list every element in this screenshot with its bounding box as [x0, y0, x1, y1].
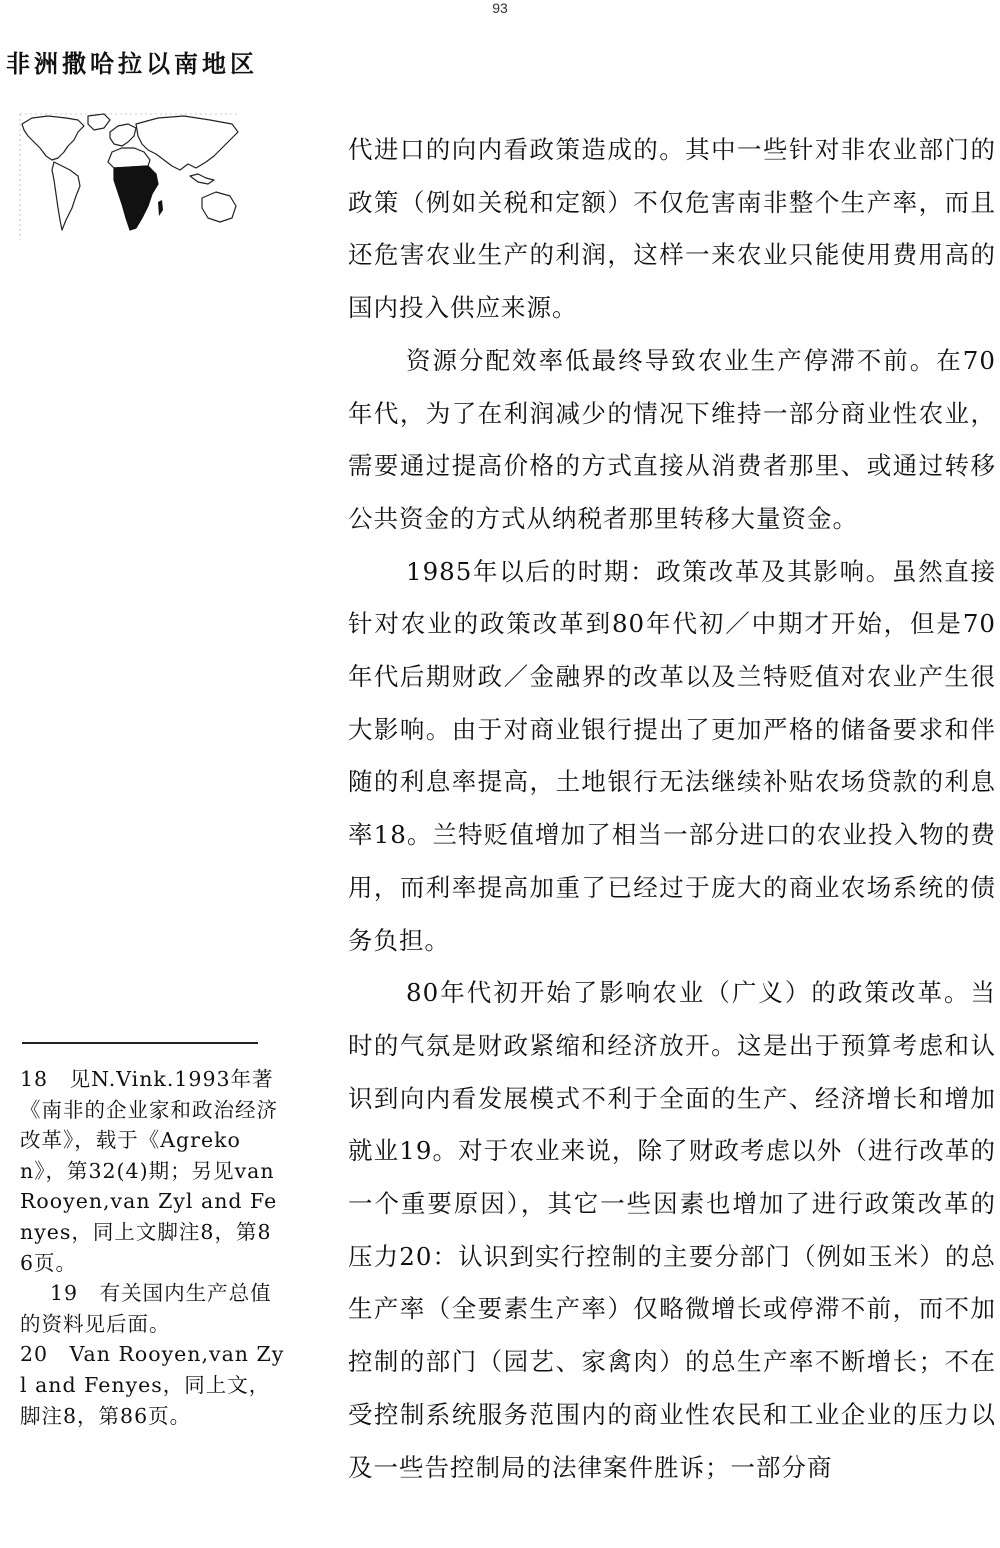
main-body-text: [348, 124, 996, 1494]
north-africa-shape: [108, 148, 150, 168]
footnote-20: 20 Van Rooyen,van Zyl and Fenyes，同上文，脚注8，第86页。: [20, 1342, 285, 1428]
sub-saharan-africa-shape: [114, 166, 158, 230]
page-number: 93: [492, 0, 508, 16]
footnote-divider: [22, 1042, 258, 1044]
world-map-icon: [18, 112, 240, 244]
body-paragraph: 资源分配效率低最终导致农业生产停滞不前。在70年代，为了在利润减少的情况下维持一部分商业性农业，需要通过提高价格的方式直接从消费者那里、或通过转移公共资金的方式从纳税者那里转移大量资金。: [348, 345, 996, 533]
australia-shape: [202, 192, 236, 222]
body-paragraph: 80年代初开始了影响农业（广义）的政策改革。当时的气氛是财政紧缩和经济放开。这是出于预算考虑和认识到向内看发展模式不利于全面的生产、经济增长和增加就业19。对于农业来说，除了财政考虑以外（进行改革的一个重要原因），其它一些因素也增加了进行政策改革的压力20：认识到实行控制的主要分部门（例如玉米）的总生产率（全要素生产率）仅略微增长或停滞不前，而不加控制的部门（园艺、家禽肉）的总生产率不断增长；不在受控制系统服务范围内的商业性农民和工业企业的压力以及一些告控制局的法律案件胜诉；一部分商: [348, 978, 996, 1482]
asia-shape: [136, 116, 238, 170]
body-paragraph: 1985年以后的时期：政策改革及其影响。虽然直接针对农业的政策改革到80年代初／中期才开始，但是70年代后期财政／金融界的改革以及兰特贬值对农业产生很大影响。由于对商业银行提出了更加严格的储备要求和伴随的利息率提高，土地银行无法继续补贴农场贷款的利息率18。兰特贬值增加了相当一部分进口的农业投入物的费用，而利率提高加重了已经过于庞大的商业农场系统的债务负担。: [348, 556, 996, 955]
body-paragraph: 代进口的向内看政策造成的。其中一些针对非农业部门的政策（例如关税和定额）不仅危害南非整个生产率，而且还危害农业生产的利润，这样一来农业只能使用费用高的国内投入供应来源。: [348, 135, 996, 323]
north-america-shape: [22, 116, 84, 160]
south-america-shape: [52, 162, 80, 230]
footnote-18: 18 见N.Vink.1993年著《南非的企业家和政治经济改革》，载于《Agrekon》，第32(4)期；另见van Rooyen,van Zyl and Fenyes，同上文脚注8，第86页。: [20, 1067, 278, 1275]
section-title: 非洲撒哈拉以南地区: [6, 49, 258, 78]
greenland-shape: [88, 114, 110, 130]
footnotes: [20, 1064, 285, 1431]
madagascar-shape: [158, 200, 163, 216]
footnote-19: 19 有关国内生产总值的资料见后面。: [20, 1281, 272, 1336]
europe-shape: [110, 124, 136, 146]
indonesia-shape: [190, 174, 214, 184]
